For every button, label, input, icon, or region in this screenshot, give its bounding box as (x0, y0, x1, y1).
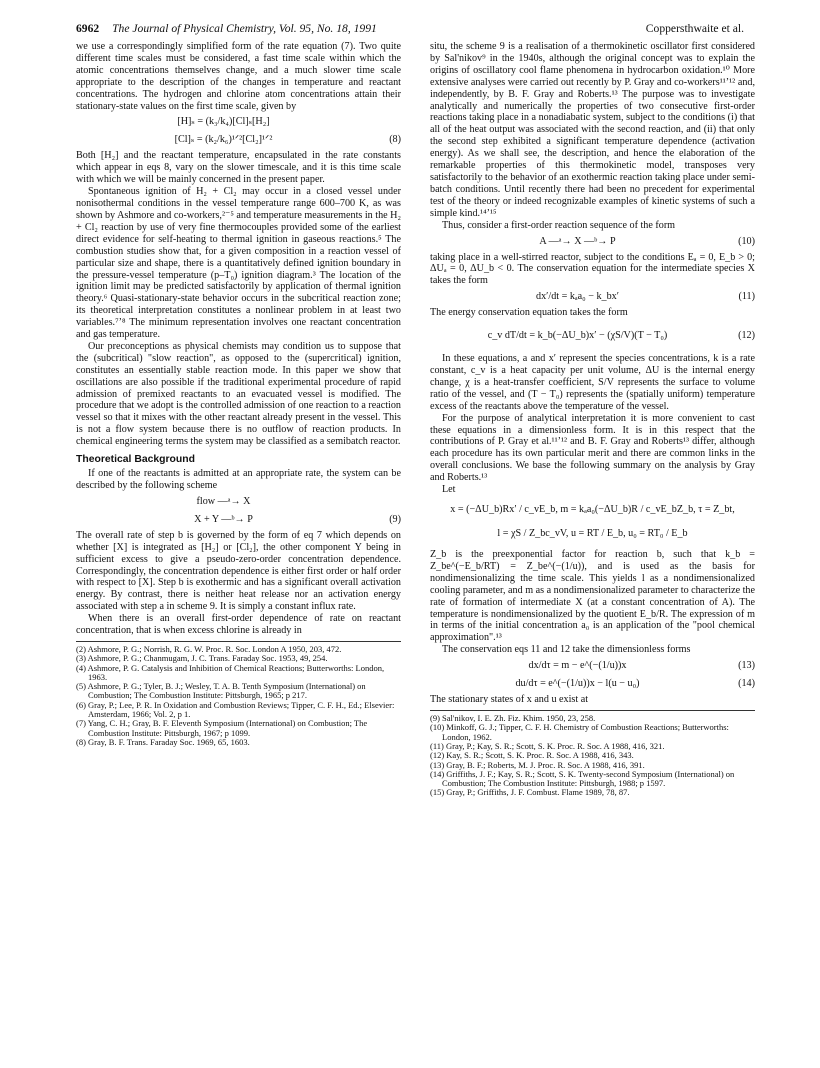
equation-body: du/dτ = e^(−(1/u))x − l(u − u₀) (515, 678, 640, 690)
equation-12 (430, 321, 755, 351)
reference-item: (10) Minkoff, G. J.; Tipper, C. F. H. Chemistry of Combustion Reactions; Butterworths: London, 1962. (430, 722, 729, 742)
paragraph: Spontaneous ignition of H₂ + Cl₂ may occur in a closed vessel under nonisothermal conditions in the vessel temperature range 600–700 K, as was shown by Ashmore and co-workers,²⁻⁵ and temperature measurements in the H₂ + Cl₂ reaction by use of very fine thermocouples provided some of the earliest direct evidence for self-heating to thermal ignition in gaseous reactions.⁵ The combustion studies show that, for a given composition in a reaction vessel of particular size and shape, there is a quantitatively defined ignition boundary in the pressure-vessel temperature (p–T₀) ignition diagram.³ The location of the ignition limit may be predicted satisfactorily by application of thermal ignition theory.⁶ Quasi-stationary-state behavior occurs in the subcritical reaction zone; its theoretical interpretation constitutes a nonlinear problem in at least two variables.⁷ʼ⁸ The minimum representation involves one reactant concentration and gas temperature. (76, 186, 402, 341)
equation-14 (430, 676, 755, 692)
paragraph: Both [H₂] and the reactant temperature, encapsulated in the rate constants which appear in eqs 8, vary on the slower timescale, and it is this time scale with which we will be mainly concerned in the present paper. (76, 150, 401, 186)
equation-number: (12) (738, 330, 755, 342)
paragraph: The conservation eqs 11 and 12 take the dimensionless forms (442, 644, 691, 656)
definition-row: l = χS / Z_bc_vV, u = RT / E_b, u₀ = RT₀ / E_b (497, 528, 688, 539)
reference-item: (12) Kay, S. R.; Scott, S. K. Proc. R. Soc. A 1988, 416, 343. (430, 750, 634, 761)
reference-item: (13) Gray, B. F.; Roberts, M. J. Proc. R. Soc. A 1988, 416, 391. (430, 759, 645, 770)
equation-9a (76, 494, 401, 510)
reference-item: (4) Ashmore, P. G. Catalysis and Inhibition of Chemical Reactions; Butterworths: London, 1963. (76, 662, 385, 682)
reference-item: (6) Gray, P.; Lee, P. R. In Oxidation and Combustion Reviews; Tipper, C. F. H., Ed.; Elsevier: Amsterdam, 1966; Vol. 2, p 1. (76, 699, 395, 720)
equation-number: (10) (738, 235, 755, 247)
footnote-references (76, 641, 401, 747)
section-heading: Theoretical Background (76, 454, 195, 466)
paragraph: If one of the reactants is admitted at an appropriate rate, the system can be described by the following scheme (76, 468, 401, 491)
reference-item: (7) Yang, C. H.; Gray, B. F. Eleventh Symposium (International) on Combustion; The Combustion Institute: Pittsburgh, 1967; p 1099. (76, 718, 368, 738)
footnote-references (430, 710, 755, 798)
dimensionless-definitions (430, 498, 755, 546)
journal-citation: The Journal of Physical Chemistry, Vol. 95, No. 18, 1991 (112, 22, 377, 35)
paragraph: For the purpose of analytical interpretation it is more convenient to cast these equations in a dimensionless form. It is in this respect that the contributions of P. Gray et al.¹¹ʼ¹² and B. F. Gray and Roberts¹³ differ, although each procedure has its own particular merit and there are common links in the overall conclusions. We base the following summary on the analysis by Gray and Roberts.¹³ (430, 412, 755, 484)
equation-body: X + Y —ᵇ→ P (194, 513, 253, 525)
definition-row: x = (−ΔU_b)Rx′ / c_vE_b, m = kₐa₀(−ΔU_b)R / c_vE_bZ_b, τ = Z_bt, (450, 504, 735, 515)
paragraph: Thus, consider a first-order reaction sequence of the form (442, 219, 676, 231)
equation-body: [H]ₛ = (k₃/k₄)[Cl]ₛ[H₂] (177, 116, 270, 128)
reference-item: (2) Ashmore, P. G.; Norrish, R. G. W. Proc. R. Soc. London A 1950, 203, 472. (76, 643, 342, 654)
paragraph: we use a correspondingly simplified form of the rate equation (7). Two quite different time scales must be considered, a fast time scale within which the atomic concentrations themselves change, and a much slower time scale appropriate to the description of the changes in temperature and reactant concentrations. The hydrogen and chlorine atom concentrations attain their stationary-state values on the first time scale, given by (76, 41, 401, 112)
equation-11 (430, 289, 755, 305)
reference-item: (14) Griffiths, J. F.; Kay, S. R.; Scott, S. K. Twenty-second Symposium (International) on Combustion; The Combustion Institute: Pittsburgh, 1988; p 1597. (430, 768, 735, 789)
running-authors: Coppersthwaite et al. (645, 22, 744, 35)
reference-item: (9) Sal'nikov, I. E. Zh. Fiz. Khim. 1950, 23, 258. (430, 713, 596, 724)
equation-body: A —ᵃ→ X —ᵇ→ P (539, 235, 616, 247)
paragraph: The stationary states of x and u exist at (430, 694, 589, 706)
paragraph: Our preconceptions as physical chemists may condition us to suppose that the (subcritical) "slow reaction", as opposed to the (supercritical) ignition, constitutes an essentially stable reaction mode. In this paper we show that oscillations are also possible if the traditional experimental procedure of rapid admission of premixed reactants to an evacuated vessel is modified. The procedure that we adopt is the controlled admission of one reaction to a reaction vessel so that it mixes with the other reactant already present in the vessel. This is not a flow system because there is no outflow of reaction products. In chemical engineering terms the system may be classified as a semibatch reactor. (76, 340, 401, 448)
equation-number: (11) (738, 291, 755, 303)
page-number: 6962 (76, 22, 100, 35)
running-header (76, 22, 744, 38)
equation-9b (76, 512, 401, 528)
equation-number: (8) (389, 134, 401, 146)
paragraph: The energy conservation equation takes the form (430, 307, 628, 319)
paragraph: situ, the scheme 9 is a realisation of a thermokinetic oscillator first considered by Sal'nikov⁹ in the 1940s, although the original concept was to explain the origins of oscillatory cool flame phenomena in hydrocarbon oxidation.¹⁰ More extensive analyses were carried out recently by P. Gray and co-workers¹¹ʼ¹² and, independently, by B. F. Gray and Roberts.¹³ The purpose was to investigate analytically and numerically the properties of two consecutive first-order reactions taking place in a nonadiabatic system, subject to the conditions (i) that all of the heat output was associated with the second reaction, and (ii) that only the second step exhibited a significant temperature dependence (activation energy). As we shall see, the description, and hence the elaboration of the remarkable properties of this thermokinetic model, transposes very satisfactorily to the behavior of an exothermic reaction taking place under semi-batch conditions. Until recently there had been no precedent for experimental test of the theory or indeed recognizable examples of kinetic systems of such a simple kind.¹⁴ʼ¹⁵ (430, 41, 755, 219)
equation-body: dx′/dt = kₐa₀ − k_bx′ (536, 291, 619, 303)
paragraph: taking place in a well-stirred reactor, subject to the conditions Eₐ = 0, E_b > 0; ΔUₐ = 0, ΔU_b < 0. The conservation equation for the intermediate species X takes the form (430, 251, 755, 287)
paragraph: The overall rate of step b is governed by the form of eq 7 which depends on whether [X] is integrated as [H₂] or [Cl₂], the other component Y being in sufficient excess to give a pseudo-zero-order concentration dependence. Correspondingly, the concentration dependence is either first order or half order with respect to [X]. Step b is exothermic and has a significant overall activation energy. By contrast, there is neither heat release nor an activation energy associated with step a in scheme 9. It is simply a constant influx rate. (76, 529, 401, 613)
paragraph: In these equations, a and x′ represent the species concentrations, k is a rate constant, c_v is a heat capacity per unit volume, ΔU is the internal energy change, χ is a heat-transfer coefficient, S/V represents the surface to volume ratio of the vessel, and (T − T₀) represents the (spatially uniform) temperature excess of the reactants above the temperature of the vessel. (430, 353, 755, 412)
reference-item: (15) Gray, P.; Griffiths, J. F. Combust. Flame 1989, 78, 87. (430, 787, 630, 798)
equation-8b (76, 132, 401, 148)
reference-item: (5) Ashmore, P. G.; Tyler, B. J.; Wesley, T. A. B. Tenth Symposium (International) on Combustion; The Combustion Institute: Pittsburgh, 1965; p 217. (76, 681, 366, 701)
equation-13 (430, 658, 755, 674)
reference-item: (3) Ashmore, P. G.; Chanmugam, J. C. Trans. Faraday Soc. 1953, 49, 254. (76, 653, 328, 664)
equation-body: flow —ᵃ→ X (196, 495, 251, 507)
equation-10 (430, 234, 755, 250)
equation-body: dx/dτ = m − e^(−(1/u))x (528, 660, 627, 672)
equation-number: (13) (738, 660, 755, 672)
paragraph: Let (442, 484, 456, 496)
equation-body: c_v dT/dt = k_b(−ΔU_b)x′ − (χS/V)(T − T₀) (487, 330, 668, 342)
paragraph: Z_b is the preexponential factor for reaction b, such that k_b = Z_be^(−E_b/RT) = Z_be^(−(1/u)), and is used as the basis for nondimensionalizing the time scale. This yields l as a nondimensionalized cooling parameter, and m as a nondimensionalized parameter to characterize the rate of formation of intermediate X (at a constant concentration of A). The temperature is nondimensionalized by the quotient E_b/R. The expression of m in terms of the initial concentration a₀ is an application of the "pool chemical approximation".¹³ (430, 549, 755, 644)
reference-item: (8) Gray, B. F. Trans. Faraday Soc. 1969, 65, 1603. (76, 736, 250, 747)
left-column (76, 41, 401, 747)
equation-body: [Cl]ₛ = (k₂/k₆)¹ᐟ²[Cl₂]¹ᐟ² (174, 134, 273, 146)
paragraph: When there is an overall first-order dependence of rate on reactant concentration, that is when excess chlorine is already in (76, 613, 401, 637)
equation-number: (14) (738, 678, 755, 690)
equation-number: (9) (389, 513, 401, 525)
right-column (430, 41, 755, 798)
equation-8a (76, 114, 401, 130)
reference-item: (11) Gray, P.; Kay, S. R.; Scott, S. K. Proc. R. Soc. A 1988, 416, 321. (430, 740, 665, 751)
